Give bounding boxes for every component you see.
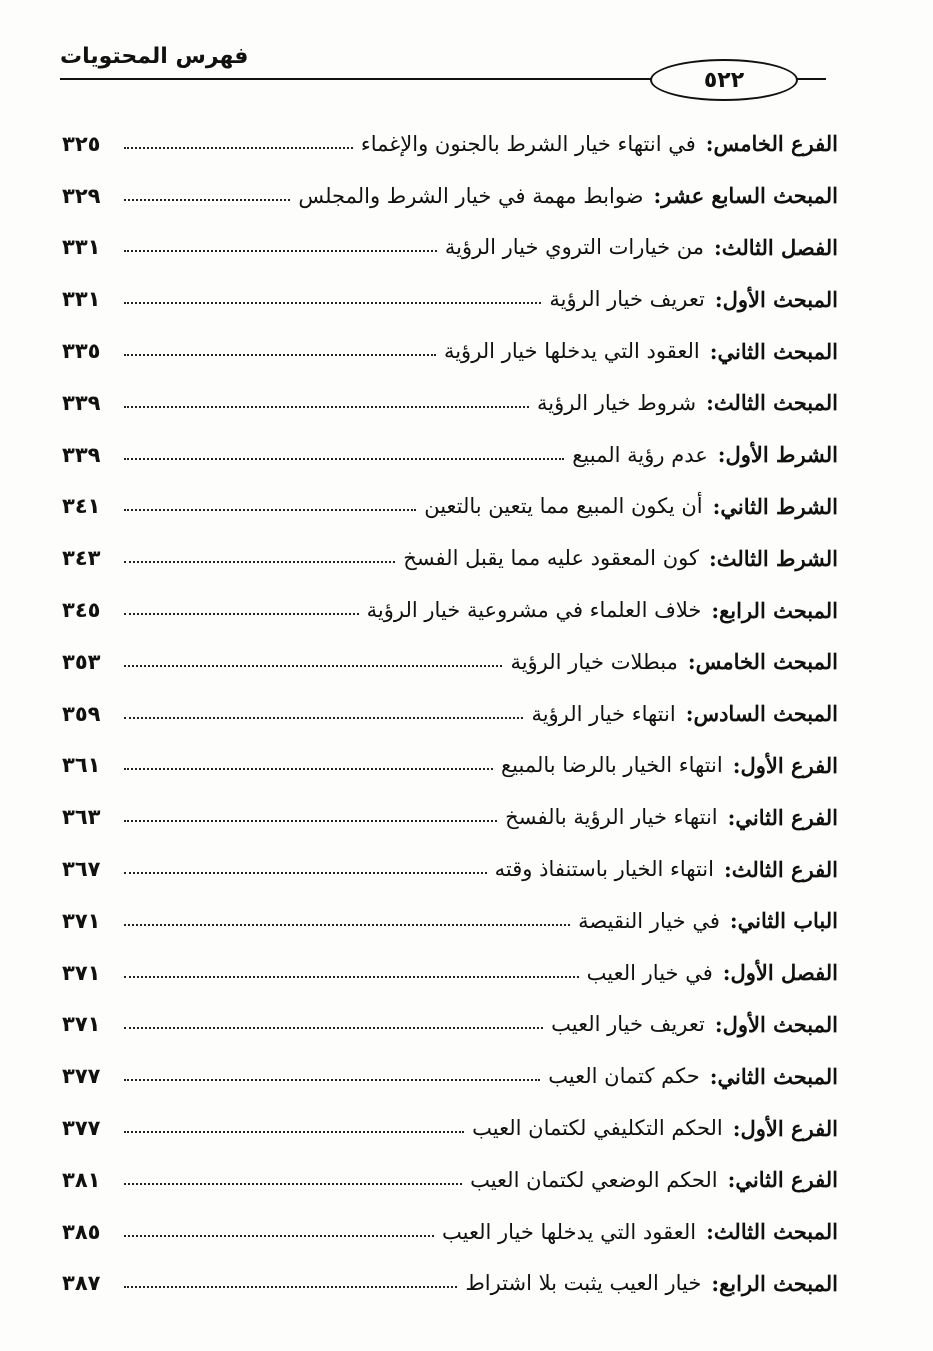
dot-leader — [124, 458, 564, 460]
toc-entry — [62, 947, 838, 999]
entry-title: انتهاء الخيار باستنفاذ وقته — [494, 857, 714, 882]
entry-page-number: ٣٣٥ — [62, 339, 101, 364]
dot-leader — [124, 924, 570, 926]
entry-label: الشرط الثالث: — [708, 545, 838, 571]
dot-leader — [124, 1183, 462, 1185]
entry-title: الحكم الوضعي لكتمان العيب — [470, 1167, 718, 1192]
entry-page-number: ٣٣٩ — [62, 442, 101, 467]
entry-page-number: ٣٦١ — [62, 753, 101, 778]
entry-title: حكم كتمان العيب — [548, 1064, 700, 1089]
dot-leader — [124, 665, 502, 667]
entry-page-number: ٣٥٩ — [62, 701, 101, 726]
entry-title: الحكم التكليفي لكتمان العيب — [472, 1116, 723, 1141]
dot-leader — [124, 717, 523, 719]
toc-entry — [62, 429, 838, 481]
entry-page-number: ٣٧١ — [62, 1012, 101, 1037]
entry-label: الفرع الأول: — [732, 1115, 838, 1141]
entry-label: الفرع الأول: — [732, 752, 838, 778]
dot-leader — [124, 1027, 543, 1029]
entry-page-number: ٣٤١ — [62, 494, 101, 519]
entry-page-number: ٣٤٣ — [62, 546, 101, 571]
toc-entry — [62, 1206, 838, 1258]
entry-page-number: ٣٨٥ — [62, 1219, 101, 1244]
entry-page-number: ٣٣٩ — [62, 390, 101, 415]
entry-page-number: ٣٨٧ — [62, 1271, 101, 1296]
dot-leader — [124, 354, 436, 356]
toc-entry — [62, 843, 838, 895]
entry-label: المبحث الثالث: — [706, 1219, 838, 1245]
entry-title: عدم رؤية المبيع — [572, 442, 708, 467]
entry-label: المبحث الرابع: — [711, 1270, 838, 1296]
toc-entry — [62, 222, 838, 274]
entry-title: في خيار العيب — [586, 960, 713, 985]
header-title: فهرس المحتويات — [60, 44, 249, 69]
dot-leader — [124, 1079, 540, 1081]
dot-leader — [124, 1235, 434, 1237]
dot-leader — [124, 147, 353, 149]
entry-label: المبحث الثاني: — [709, 1063, 838, 1089]
entry-page-number: ٣٧٧ — [62, 1116, 101, 1141]
entry-title: أن يكون المبيع مما يتعين بالتعين — [424, 494, 703, 519]
entry-page-number: ٣٣١ — [62, 287, 101, 312]
entry-title: انتهاء الخيار بالرضا بالمبيع — [500, 753, 723, 778]
toc-entry — [62, 895, 838, 947]
entry-page-number: ٣٢٩ — [62, 183, 101, 208]
toc-entry — [62, 740, 838, 792]
entry-title: تعريف خيار الرؤية — [549, 287, 705, 312]
toc-entry — [62, 1102, 838, 1154]
entry-label: المبحث الأول: — [714, 286, 838, 312]
toc-entry — [62, 481, 838, 533]
entry-label: المبحث الثالث: — [706, 390, 838, 416]
entry-page-number: ٣٥٣ — [62, 649, 101, 674]
entry-label: المبحث الخامس: — [687, 649, 838, 675]
toc-entry — [62, 791, 838, 843]
entry-label: الشرط الثاني: — [712, 493, 838, 519]
dot-leader — [124, 1286, 457, 1288]
entry-title: شروط خيار الرؤية — [537, 390, 697, 415]
entry-title: مبطلات خيار الرؤية — [510, 649, 678, 674]
toc-entry — [62, 584, 838, 636]
page-number-badge: ٥٢٢ — [650, 59, 798, 101]
entry-page-number: ٣٢٥ — [62, 131, 101, 156]
dot-leader — [124, 872, 487, 874]
entry-title: انتهاء خيار الرؤية بالفسخ — [505, 805, 718, 830]
entry-page-number: ٣٧٧ — [62, 1064, 101, 1089]
entry-label: المبحث السادس: — [685, 701, 838, 727]
toc-entry — [62, 377, 838, 429]
entry-page-number: ٣٤٥ — [62, 598, 101, 623]
toc-entry — [62, 273, 838, 325]
entry-label: الفصل الثالث: — [713, 234, 838, 260]
entry-title: في انتهاء خيار الشرط بالجنون والإغماء — [360, 131, 696, 156]
dot-leader — [124, 509, 416, 511]
toc-entry — [62, 170, 838, 222]
dot-leader — [124, 199, 290, 201]
dot-leader — [124, 250, 437, 252]
dot-leader — [124, 820, 497, 822]
entry-label: الشرط الأول: — [717, 442, 838, 468]
entry-label: الفرع الثاني: — [727, 804, 838, 830]
entry-page-number: ٣٨١ — [62, 1167, 101, 1192]
toc-entry — [62, 1258, 838, 1310]
entry-label: المبحث الثاني: — [709, 338, 838, 364]
entry-page-number: ٣٧١ — [62, 960, 101, 985]
entry-title: خلاف العلماء في مشروعية خيار الرؤية — [366, 598, 702, 623]
table-of-contents — [62, 118, 838, 1309]
entry-page-number: ٣٦٣ — [62, 805, 101, 830]
toc-entry — [62, 636, 838, 688]
entry-title: في خيار النقيصة — [578, 908, 720, 933]
entry-title: تعريف خيار العيب — [551, 1012, 705, 1037]
entry-page-number: ٣٧١ — [62, 908, 101, 933]
entry-label: الباب الثاني: — [729, 908, 838, 934]
dot-leader — [124, 976, 579, 978]
dot-leader — [124, 768, 493, 770]
entry-label: المبحث السابع عشر: — [653, 183, 838, 209]
entry-label: الفرع الثاني: — [727, 1167, 838, 1193]
entry-title: ضوابط مهمة في خيار الشرط والمجلس — [298, 183, 644, 208]
entry-label: الفرع الخامس: — [705, 131, 838, 157]
dot-leader — [124, 1131, 464, 1133]
toc-entry — [62, 1154, 838, 1206]
dot-leader — [124, 302, 541, 304]
entry-title: انتهاء خيار الرؤية — [531, 701, 676, 726]
toc-entry — [62, 118, 838, 170]
dot-leader — [124, 561, 395, 563]
entry-title: خيار العيب يثبت بلا اشتراط — [465, 1271, 702, 1296]
dot-leader — [124, 613, 359, 615]
entry-label: الفرع الثالث: — [723, 856, 838, 882]
entry-title: العقود التي يدخلها خيار الرؤية — [443, 339, 700, 364]
entry-page-number: ٣٦٧ — [62, 857, 101, 882]
entry-page-number: ٣٣١ — [62, 235, 101, 260]
toc-entry — [62, 325, 838, 377]
toc-entry — [62, 532, 838, 584]
dot-leader — [124, 406, 529, 408]
entry-label: الفصل الأول: — [722, 960, 838, 986]
entry-title: كون المعقود عليه مما يقبل الفسخ — [403, 546, 699, 571]
page-header — [60, 44, 826, 104]
entry-label: المبحث الرابع: — [711, 597, 838, 623]
entry-title: العقود التي يدخلها خيار العيب — [442, 1219, 697, 1244]
toc-entry — [62, 688, 838, 740]
toc-entry — [62, 1050, 838, 1102]
entry-title: من خيارات التروي خيار الرؤية — [444, 235, 704, 260]
entry-label: المبحث الأول: — [714, 1011, 838, 1037]
toc-entry — [62, 999, 838, 1051]
